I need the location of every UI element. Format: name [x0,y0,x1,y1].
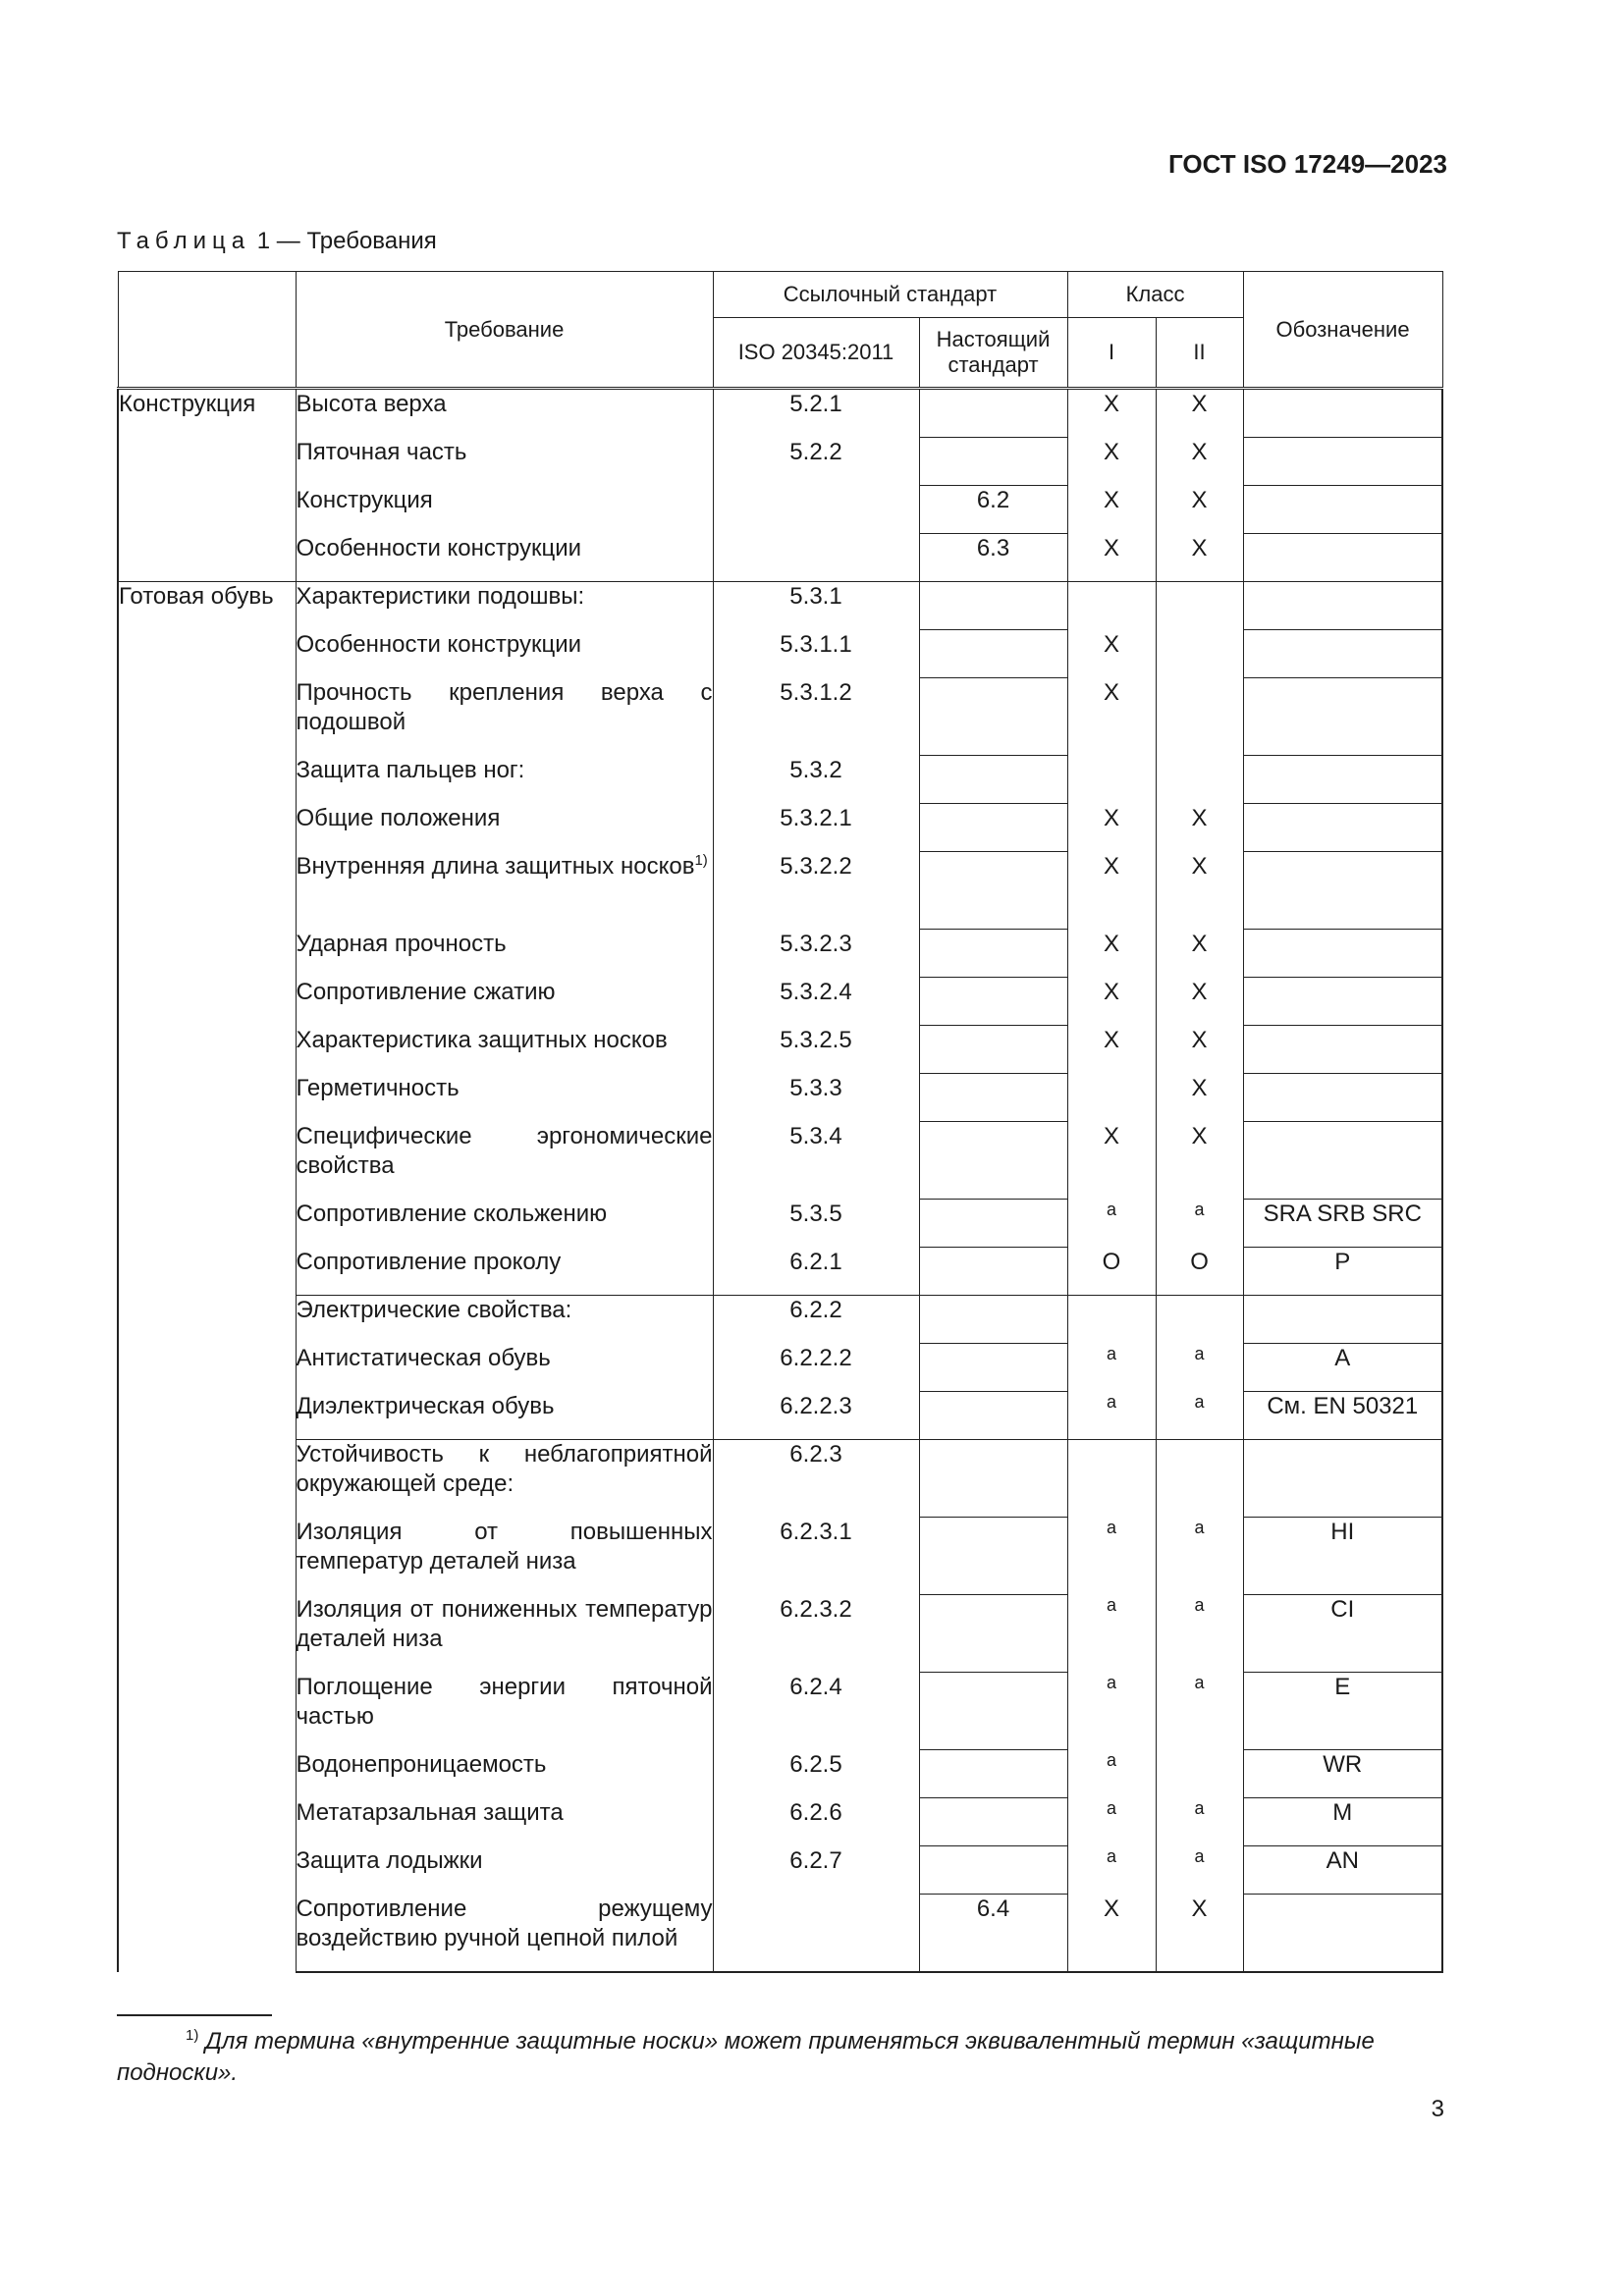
group-finished-footwear: Готовая обувь [118,582,296,1973]
designation-value [1243,930,1442,978]
class-1-value: O [1067,1248,1156,1296]
req-name: Водонепроницаемость [296,1750,713,1798]
designation-value [1243,978,1442,1026]
class-1-value [1067,1798,1156,1846]
note-marker: a [1107,1672,1117,1692]
table-row [118,1595,1442,1673]
current-ref [919,1440,1067,1518]
class-2-value [1156,756,1243,804]
designation-value [1243,678,1442,756]
req-name: Защита пальцев ног: [296,756,713,804]
req-name: Устойчивость к неблагоприятной окружающей среде: [296,1440,713,1518]
current-ref [919,582,1067,630]
table-row [118,1798,1442,1846]
iso-ref [713,486,919,534]
req-name-text: Внутренняя длина защитных носков [296,852,695,880]
table-row [118,678,1442,756]
class-1-value: X [1067,1026,1156,1074]
iso-ref: 6.2.2 [713,1296,919,1344]
current-ref [919,1200,1067,1248]
req-name: Защита лодыжки [296,1846,713,1895]
note-marker: a [1107,1391,1117,1412]
class-2-value [1156,1392,1243,1440]
designation-value: A [1243,1344,1442,1392]
note-marker: a [1107,1845,1117,1866]
iso-ref: 5.3.2.1 [713,804,919,852]
current-ref [919,978,1067,1026]
current-ref [919,1595,1067,1673]
current-ref [919,1344,1067,1392]
req-name: Антистатическая обувь [296,1344,713,1392]
req-name: Диэлектрическая обувь [296,1392,713,1440]
iso-ref: 5.2.1 [713,389,919,438]
note-marker: a [1194,1199,1205,1219]
table-row [118,1026,1442,1074]
current-ref [919,389,1067,438]
header-requirement: Требование [296,272,713,389]
designation-value [1243,1296,1442,1344]
class-2-value: X [1156,389,1243,438]
class-1-value [1067,1595,1156,1673]
note-marker: a [1194,1797,1205,1818]
iso-ref [713,534,919,582]
iso-ref: 5.3.2.3 [713,930,919,978]
class-1-value: X [1067,852,1156,930]
current-ref: 6.3 [919,534,1067,582]
designation-value [1243,534,1442,582]
designation-value [1243,1895,1442,1973]
current-ref [919,804,1067,852]
req-name: Высота верха [296,389,713,438]
group-construction: Конструкция [118,389,296,582]
designation-value [1243,1122,1442,1200]
class-1-value [1067,582,1156,630]
table-caption [117,228,437,255]
table-row [118,1750,1442,1798]
req-name: Конструкция [296,486,713,534]
note-marker: a [1107,1797,1117,1818]
iso-ref: 6.2.1 [713,1248,919,1296]
req-name: Изоляция от повышенных температур деталей низа [296,1518,713,1595]
req-name: Общие положения [296,804,713,852]
class-2-value: X [1156,486,1243,534]
designation-value: SRA SRB SRC [1243,1200,1442,1248]
designation-value: P [1243,1248,1442,1296]
designation-value [1243,1026,1442,1074]
iso-ref: 6.2.7 [713,1846,919,1895]
footnote-mark: 1) [186,2027,199,2044]
current-ref: 6.2 [919,486,1067,534]
current-ref [919,438,1067,486]
class-1-value: X [1067,1895,1156,1973]
class-2-value [1156,1344,1243,1392]
iso-ref: 5.3.2.4 [713,978,919,1026]
req-name: Метатарзальная защита [296,1798,713,1846]
class-2-value [1156,1440,1243,1518]
current-ref [919,1392,1067,1440]
iso-ref: 5.3.4 [713,1122,919,1200]
class-1-value: X [1067,804,1156,852]
current-ref [919,1518,1067,1595]
designation-value: См. EN 50321 [1243,1392,1442,1440]
current-ref [919,1122,1067,1200]
requirements-table [117,271,1443,1973]
class-2-value: X [1156,804,1243,852]
table-row [118,1074,1442,1122]
class-1-value [1067,756,1156,804]
class-1-value [1067,1074,1156,1122]
class-1-value [1067,1750,1156,1798]
designation-value: M [1243,1798,1442,1846]
class-2-value [1156,1750,1243,1798]
iso-ref: 6.2.6 [713,1798,919,1846]
class-2-value: X [1156,1895,1243,1973]
current-ref [919,930,1067,978]
iso-ref: 5.2.2 [713,438,919,486]
class-2-value [1156,1595,1243,1673]
designation-value [1243,389,1442,438]
note-marker: a [1194,1594,1205,1615]
table-row [118,978,1442,1026]
iso-ref: 5.3.1.2 [713,678,919,756]
class-2-value [1156,1200,1243,1248]
iso-ref: 5.3.1 [713,582,919,630]
iso-ref: 5.3.2 [713,756,919,804]
table-row [118,1440,1442,1518]
caption-title: — Требования [270,228,437,254]
class-2-value [1156,1798,1243,1846]
req-name: Изоляция от пониженных температур деталей низа [296,1595,713,1673]
class-2-value: X [1156,978,1243,1026]
table-row [118,1895,1442,1973]
iso-ref: 5.3.2.5 [713,1026,919,1074]
table-row [118,1673,1442,1750]
current-ref [919,1750,1067,1798]
class-2-value: X [1156,534,1243,582]
class-1-value: X [1067,930,1156,978]
header-current-standard: Настоящий стандарт [919,318,1067,389]
table-row [118,756,1442,804]
class-1-value [1067,1200,1156,1248]
class-2-value: O [1156,1248,1243,1296]
note-marker: a [1194,1672,1205,1692]
class-1-value: X [1067,534,1156,582]
table-row [118,438,1442,486]
class-2-value [1156,1518,1243,1595]
class-1-value [1067,1846,1156,1895]
class-1-value: X [1067,438,1156,486]
designation-value [1243,756,1442,804]
header-iso: ISO 20345:2011 [713,318,919,389]
current-ref [919,1673,1067,1750]
iso-ref: 6.2.3.1 [713,1518,919,1595]
designation-value [1243,852,1442,930]
designation-value: AN [1243,1846,1442,1895]
current-ref [919,678,1067,756]
iso-ref: 5.3.2.2 [713,852,919,930]
class-2-value: X [1156,930,1243,978]
iso-ref: 6.2.3.2 [713,1595,919,1673]
req-name: Поглощение энергии пяточной частью [296,1673,713,1750]
req-name: Особенности конструкции [296,534,713,582]
class-1-value: X [1067,678,1156,756]
caption-number: 1 [256,228,271,254]
class-2-value: X [1156,852,1243,930]
note-marker: a [1194,1391,1205,1412]
class-2-value [1156,678,1243,756]
note-marker: a [1107,1199,1117,1219]
designation-value: E [1243,1673,1442,1750]
note-marker: a [1194,1343,1205,1363]
req-name: Прочность крепления верха с подошвой [296,678,713,756]
designation-value [1243,630,1442,678]
class-2-value [1156,1296,1243,1344]
table-row [118,804,1442,852]
current-ref [919,1846,1067,1895]
req-name: Ударная прочность [296,930,713,978]
req-name: Характеристика защитных носков [296,1026,713,1074]
footnote [117,2026,1441,2089]
table-row [118,630,1442,678]
class-1-value: X [1067,1122,1156,1200]
note-marker: a [1194,1845,1205,1866]
caption-label: Таблица [117,228,251,254]
class-1-value: X [1067,630,1156,678]
current-ref: 6.4 [919,1895,1067,1973]
header-class-2: II [1156,318,1243,389]
current-ref [919,1074,1067,1122]
note-marker: a [1107,1749,1117,1770]
iso-ref [713,1895,919,1973]
page-number: 3 [1431,2096,1444,2122]
req-name [296,852,713,930]
designation-value: HI [1243,1518,1442,1595]
note-marker: a [1107,1343,1117,1363]
req-name: Сопротивление проколу [296,1248,713,1296]
note-marker: a [1194,1517,1205,1537]
table-row [118,1248,1442,1296]
req-name: Сопротивление сжатию [296,978,713,1026]
designation-value [1243,438,1442,486]
table-row [118,1200,1442,1248]
class-2-value [1156,582,1243,630]
iso-ref: 6.2.2.3 [713,1392,919,1440]
class-2-value: X [1156,1122,1243,1200]
class-1-value: X [1067,486,1156,534]
class-1-value [1067,1673,1156,1750]
table-row [118,1392,1442,1440]
req-name: Особенности конструкции [296,630,713,678]
req-name: Пяточная часть [296,438,713,486]
table-row [118,1344,1442,1392]
class-1-value [1067,1296,1156,1344]
table-row [118,582,1442,630]
table-row [118,1518,1442,1595]
current-ref [919,1026,1067,1074]
class-1-value: X [1067,389,1156,438]
current-ref [919,756,1067,804]
document-code: ГОСТ ISO 17249—2023 [1167,149,1447,179]
class-1-value [1067,1440,1156,1518]
designation-value [1243,486,1442,534]
class-2-value: X [1156,438,1243,486]
req-name: Сопротивление скольжению [296,1200,713,1248]
header-class-1: I [1067,318,1156,389]
note-marker: a [1107,1517,1117,1537]
iso-ref: 6.2.2.2 [713,1344,919,1392]
header-designation: Обозначение [1243,272,1442,389]
table-row [118,852,1442,930]
iso-ref: 6.2.5 [713,1750,919,1798]
class-2-value [1156,630,1243,678]
table-row [118,389,1442,438]
table-row [118,930,1442,978]
designation-value [1243,804,1442,852]
table-row [118,1296,1442,1344]
header-ref-standard: Ссылочный стандарт [713,272,1067,318]
current-ref [919,1798,1067,1846]
iso-ref: 6.2.3 [713,1440,919,1518]
class-2-value [1156,1846,1243,1895]
req-name: Специфические эргономические свойства [296,1122,713,1200]
req-name: Сопротивление режущему воздействию ручной цепной пилой [296,1895,713,1973]
iso-ref: 6.2.4 [713,1673,919,1750]
table-row [118,1122,1442,1200]
class-2-value: X [1156,1074,1243,1122]
footnote-ref: 1) [694,851,708,869]
footnote-divider [117,2014,272,2016]
class-2-value: X [1156,1026,1243,1074]
req-name: Характеристики подошвы: [296,582,713,630]
req-name: Электрические свойства: [296,1296,713,1344]
table-row [118,486,1442,534]
class-1-value: X [1067,978,1156,1026]
designation-value [1243,1440,1442,1518]
designation-value [1243,1074,1442,1122]
class-1-value [1067,1344,1156,1392]
iso-ref: 5.3.5 [713,1200,919,1248]
class-1-value [1067,1518,1156,1595]
footnote-text: Для термина «внутренние защитные носки» может применяться эквивалентный термин «защитные подноски». [117,2028,1375,2086]
header-group-blank [118,272,296,389]
table-row [118,534,1442,582]
header-class: Класс [1067,272,1243,318]
class-2-value [1156,1673,1243,1750]
class-1-value [1067,1392,1156,1440]
current-ref [919,630,1067,678]
note-marker: a [1107,1594,1117,1615]
iso-ref: 5.3.1.1 [713,630,919,678]
designation-value: CI [1243,1595,1442,1673]
designation-value [1243,582,1442,630]
table-row [118,1846,1442,1895]
current-ref [919,1248,1067,1296]
iso-ref: 5.3.3 [713,1074,919,1122]
current-ref [919,852,1067,930]
current-ref [919,1296,1067,1344]
designation-value: WR [1243,1750,1442,1798]
req-name: Герметичность [296,1074,713,1122]
